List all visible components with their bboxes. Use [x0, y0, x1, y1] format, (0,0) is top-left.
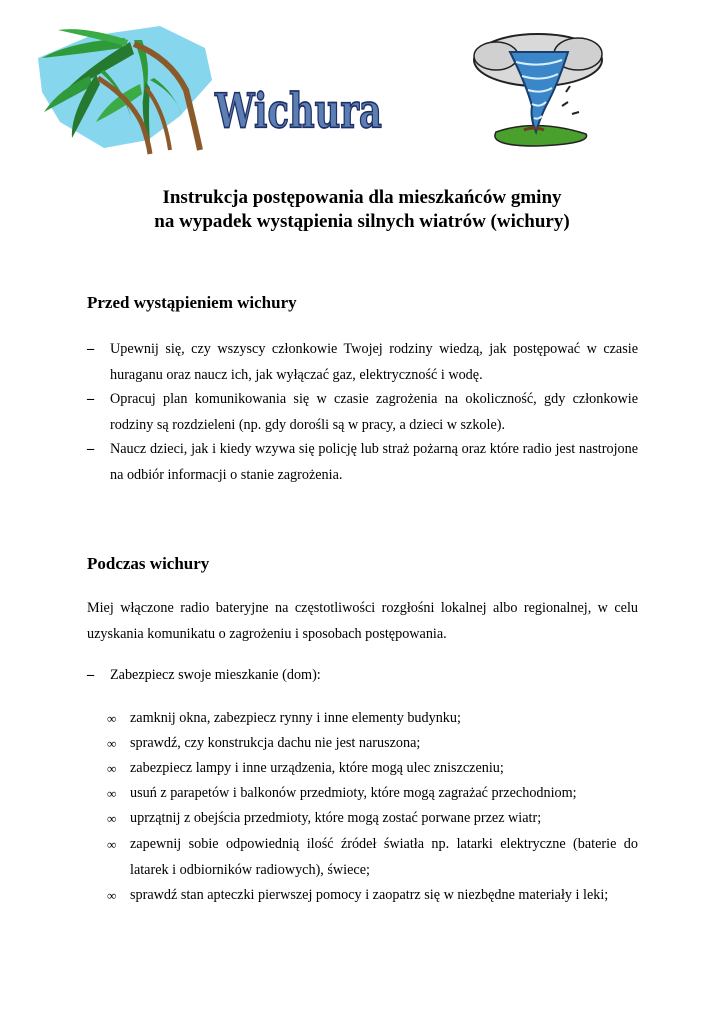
during-paragraph: Miej włączone radio bateryjne na częstotliwości rozgłośni lokalnej albo regionalnej, w celu uzyskania komunikatu o zagrożeniu i sposobach postępowania.: [87, 600, 638, 642]
document-title-line-1: Instrukcja postępowania dla mieszkańców gminy: [162, 187, 562, 208]
list-item-before-2: Opracuj plan komunikowania się w czasie zagrożenia na okoliczność, gdy członkowie rodziny są rozdzieleni (np. gdy dorośli są w pracy, a dzieci w szkole).: [110, 391, 638, 433]
section-heading-before: Przed wystąpieniem wichury: [87, 293, 297, 312]
list-item-before-1: Upewnij się, czy wszyscy członkowie Twojej rodziny wiedzą, jak postępować w czasie huraganu oraz naucz ich, jak wyłączać gaz, elektryczność i wodę.: [110, 341, 638, 383]
document-title-line-2: na wypadek wystąpienia silnych wiatrów (wichury): [154, 211, 570, 232]
infinity-bullet: ∞: [107, 811, 117, 826]
infinity-bullet: ∞: [107, 888, 117, 903]
wichura-logo-text: Wichura: [214, 83, 382, 139]
list-item-secure-home: Zabezpiecz swoje mieszkanie (dom):: [110, 667, 321, 683]
dash-bullet: –: [87, 341, 95, 357]
windblown-palm-trees-icon: [30, 18, 220, 158]
wichura-logo-icon: [214, 80, 382, 144]
infinity-bullet: ∞: [107, 761, 117, 776]
infinity-bullet: ∞: [107, 786, 117, 801]
tornado-icon: [466, 22, 608, 150]
sub-item-1: zamknij okna, zabezpiecz rynny i inne elementy budynku;: [130, 710, 461, 726]
infinity-bullet: ∞: [107, 837, 117, 852]
sub-item-6: zapewnij sobie odpowiednią ilość źródeł światła np. latarki elektryczne (baterie do latarek i odbiorników radiowych), świece;: [130, 836, 638, 878]
sub-item-4: usuń z parapetów i balkonów przedmioty, które mogą zagrażać przechodniom;: [130, 785, 577, 801]
infinity-bullet: ∞: [107, 736, 117, 751]
sub-item-5: uprzątnij z obejścia przedmioty, które mogą zostać porwane przez wiatr;: [130, 810, 542, 826]
list-item-before-3: Naucz dzieci, jak i kiedy wzywa się policję lub straż pożarną oraz które radio jest nastrojone na odbiór informacji o stanie zagrożenia.: [110, 441, 638, 483]
sub-item-3: zabezpiecz lampy i inne urządzenia, które mogą ulec zniszczeniu;: [130, 760, 504, 776]
section-heading-during: Podczas wichury: [87, 554, 210, 573]
dash-bullet: –: [87, 667, 95, 683]
sub-item-2: sprawdź, czy konstrukcja dachu nie jest naruszona;: [130, 735, 421, 751]
sub-item-7: sprawdź stan apteczki pierwszej pomocy i zaopatrz się w niezbędne materiały i leki;: [130, 887, 609, 903]
infinity-bullet: ∞: [107, 711, 117, 726]
dash-bullet: –: [87, 441, 95, 457]
dash-bullet: –: [87, 391, 95, 407]
